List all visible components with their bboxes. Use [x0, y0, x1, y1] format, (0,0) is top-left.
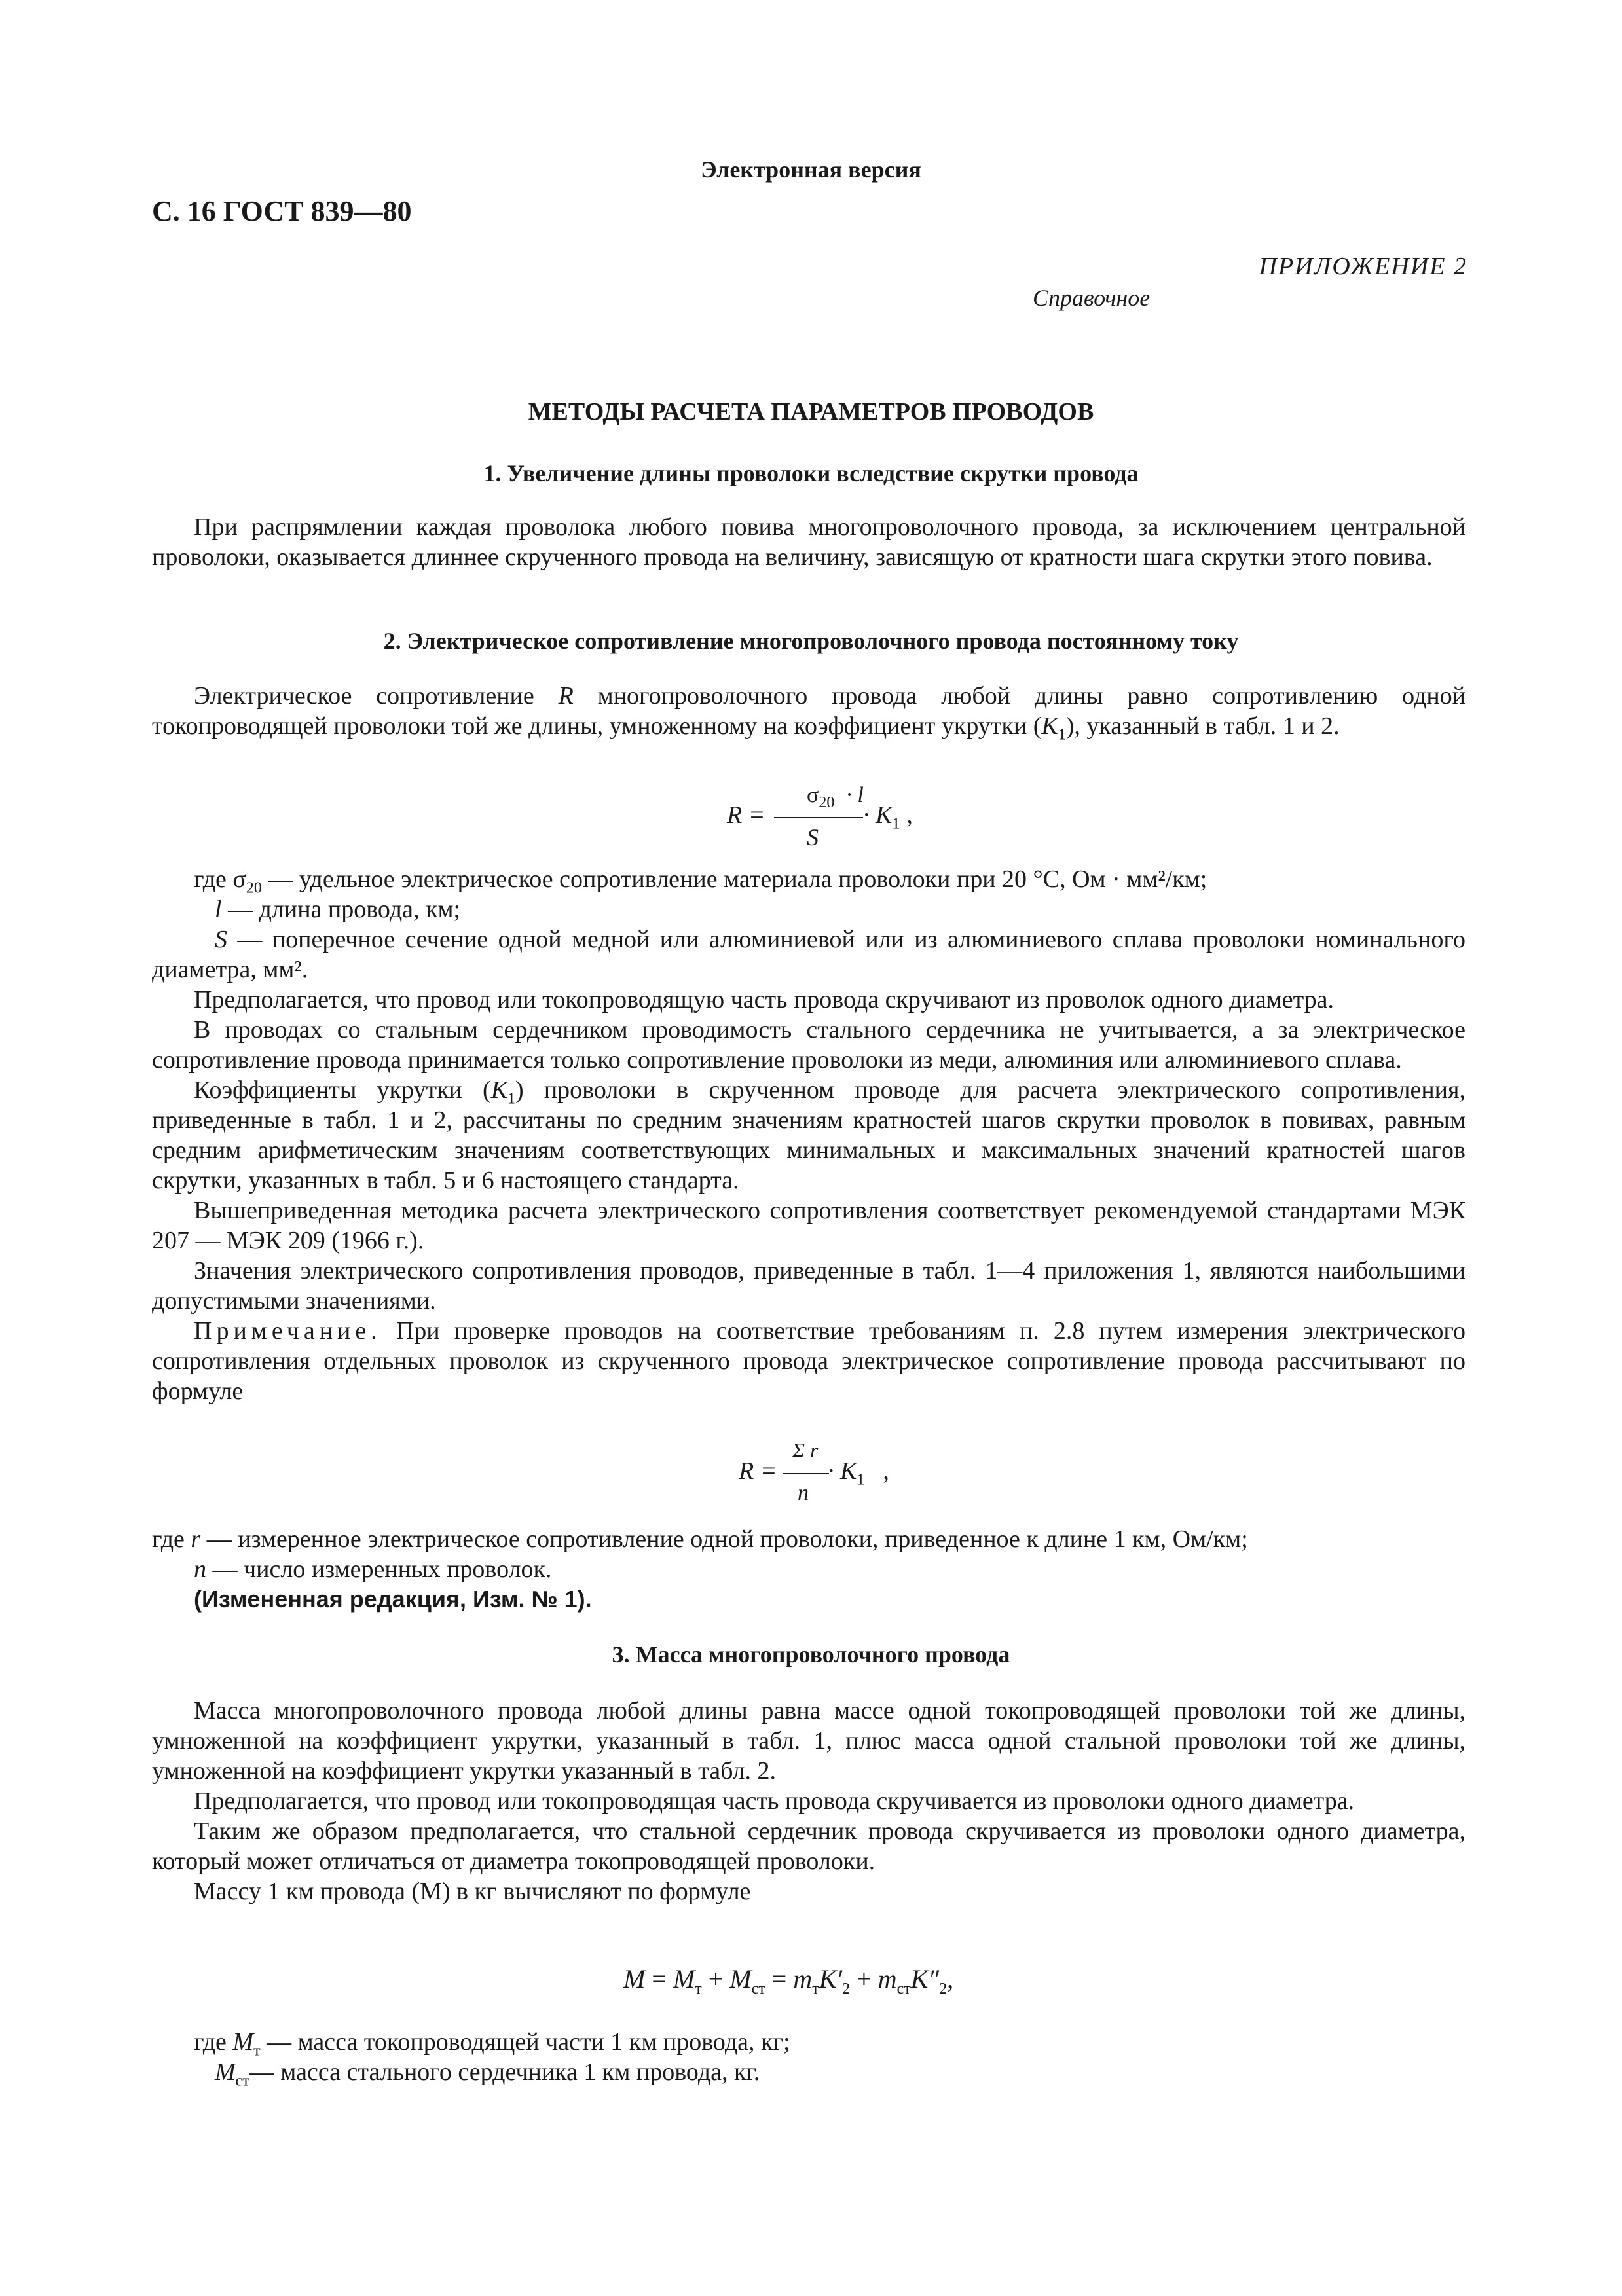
section-2-measured-definitions	[152, 1524, 1465, 1614]
section-2-intro	[152, 681, 1465, 744]
page-reference: С. 16 ГОСТ 839—80	[152, 195, 412, 227]
section-1-heading: 1. Увеличение длины проволоки вследствие скрутки провода	[483, 460, 1139, 486]
section-1-paragraph: При распрямлении каждая проволока любого повива многопроволочного провода, за исключением центральной проволоки, оказывается длиннее скрученного провода на величину, зависящую от кратности шага скрутки этого повива.	[152, 513, 1465, 571]
definition-s: S — поперечное сечение одной медной или алюминиевой или из алюминиевого сплава проволоки номинального диаметра, мм².	[152, 926, 1465, 983]
section-2-paragraph-2: В проводах со стальным сердечником проводимость стального сердечника не учитывается, а за электрическое сопротивление провода принимается только сопротивление проволоки из меди, алюминия или алюминиевого сплава.	[152, 1016, 1465, 1074]
appendix-type: Справочное	[1033, 285, 1151, 311]
definition-n: n — число измеренных проволок.	[194, 1556, 552, 1583]
section-3-paragraph-4: Массу 1 км провода (М) в кг вычисляют по формуле	[194, 1878, 751, 1905]
definition-sigma: где $\sigma_{20}$ — удельное электрическое сопротивление материала проволоки при 20 °C, Ом · мм²/км;	[194, 866, 1207, 897]
section-2-paragraph-1: Предполагается, что провод или токопроводящую часть провода скручивают из проволок одного диаметра.	[194, 986, 1335, 1013]
document-page: Электронная версия С. 16 ГОСТ 839—80 ПРИЛОЖЕНИЕ 2 Справочное МЕТОДЫ РАСЧЕТА ПАРАМЕТРОВ ПРОВОДОВ 1. Увеличение длины проволоки вследствие скрутки провода При распрямлении каждая проволока любого повива многопроволочного провода, за исключением центральной проволоки, оказывается длиннее скрученного провода на величину, зависящую от кратности шага скрутки этого повива. 2. Электрическое сопротивление многопроволочного провода постоянному току Электрическое сопротивление R многопроволочного провода любой длины равно сопротивлению одной токопроводящей проволоки той же длины, умноженному на коэффициент укрутки $(K_1)$, указанный в табл. 1 и 2. R = $\sigma_{20} \cdot l$ S · $K_1$ , где $\sigma_{20}$ — удельное электрическое сопротивление материала проволоки при 20 °C, Ом · мм²/км; l — длина провода, км; S — поперечное сечение одной медной или алюминиевой или из алюминиевого сплава проволоки номинального диаметра, мм². Предполагается, что провод или токопроводящую часть провода скручивают из проволок одного диаметра. В проводах со стальным сердечником проводимость стального сердечника не учитывается, а за электрическое сопротивление провода принимается только сопротивление проволоки из меди, алюминия или алюминиевого сплава. Коэффициенты укрутки $(K_1)$ проволоки в скрученном проводе для расчета электрического сопротивления, приведенные в табл. 1 и 2, рассчитаны по средним значениям кратностей шагов скрутки проволок в повивах, равным средним арифметическим значениям соответствующих минимальных и максимальных значений кратностей шагов скрутки, указанных в табл. 5 и 6 настоящего стандарта. Вышеприведенная методика расчета электрического сопротивления соответствует рекомендуемой стандартами МЭК 207 — МЭК 209 (1966 г.). Значения электрического сопротивления проводов, приведенные в табл. 1—4 приложения 1, являются наибольшими допустимыми значениями. Примечание. При проверке проводов на соответствие требованиям п. 2.8 путем измерения электрического сопротивления отдельных проволок из скрученного провода электрическое сопротивление провода рассчитывают по формуле R = Σ r n · $K_1$ , где r — измеренное электрическое сопротивление одной проволоки, приведенное к длине 1 км, Ом/км; n — число измеренных проволок. (Измененная редакция, Изм. № 1). 3. Масса многопроволочного провода Масса многопроволочного провода любой длины равна массе одной токопроводящей проволоки той же длины, умноженной на коэффициент укрутки, указанный в табл. 1, плюс масса одной стальной проволоки той же длины, умноженной на коэффициент укрутки указанный в табл. 2. Предполагается, что провод или токопроводящая часть провода скручивается из проволоки одного диаметра. Таким же образом предполагается, что стальной сердечник провода скручивается из проволоки одного диаметра, который может отличаться от диаметра токопроводящей проволоки. Массу 1 км провода (М) в кг вычисляют по формуле $M = M_т + M_{ст} = m_тK'_2 + m_{ст}K''_2$, где $M_т$ — масса токопроводящей части 1 км провода, кг; $M_{ст}—$ масса стального сердечника 1 км провода, кг.	[0, 0, 1622, 2296]
amendment-note: (Измененная редакция, Изм. № 1).	[194, 1586, 592, 1613]
definition-l: l — длина провода, км;	[215, 896, 461, 923]
section-2-heading: 2. Электрическое сопротивление многопроволочного провода постоянному току	[383, 628, 1239, 654]
section-3-paragraph-3: Таким же образом предполагается, что стальной сердечник провода скручивается из проволоки одного диаметра, который может отличаться от диаметра токопроводящей проволоки.	[152, 1817, 1465, 1875]
definition-mst: $M_{ст}—$ масса стального сердечника 1 км провода, кг.	[215, 2058, 760, 2090]
section-3-paragraph-2: Предполагается, что провод или токопроводящая часть провода скручивается из проволоки одного диаметра.	[194, 1787, 1355, 1815]
section-3-definitions	[152, 2027, 1465, 2090]
section-2-paragraph-5: Значения электрического сопротивления проводов, приведенные в табл. 1—4 приложения 1, являются наибольшими допустимыми значениями.	[152, 1257, 1465, 1315]
section-3-body	[152, 1696, 1465, 1906]
appendix-number: ПРИЛОЖЕНИЕ 2	[1259, 253, 1467, 280]
section-2-paragraph-4: Вышеприведенная методика расчета электрического сопротивления соответствует рекомендуемой стандартами МЭК 207 — МЭК 209 (1966 г.).	[152, 1197, 1465, 1254]
section-2-intro-paragraph: Электрическое сопротивление R многопроволочного провода любой длины равно сопротивлению одной токопроводящей проволоки той же длины, умноженному на коэффициент укрутки $(K_1)$, указанный в табл. 1 и 2.	[152, 682, 1465, 744]
section-3-heading: 3. Масса многопроволочного провода	[612, 1641, 1010, 1667]
formula-mass: $M = M_т + M_{ст} = m_тK'_2 + m_{ст}K''_2$,	[623, 1964, 954, 1997]
document-title: МЕТОДЫ РАСЧЕТА ПАРАМЕТРОВ ПРОВОДОВ	[528, 398, 1094, 426]
section-3-paragraph-1: Масса многопроволочного провода любой длины равна массе одной токопроводящей проволоки той же длины, умноженной на коэффициент укрутки, указанный в табл. 1, плюс масса одной стальной проволоки той же длины, умноженной на коэффициент укрутки указанный в табл. 2.	[152, 1697, 1465, 1785]
electronic-version-label: Электронная версия	[701, 156, 921, 183]
definition-r: где r — измеренное электрическое сопротивление одной проволоки, приведенное к длине 1 км, Ом/км;	[152, 1525, 1248, 1553]
section-2-note: Примечание. При проверке проводов на соответствие требованиям п. 2.8 путем измерения электрического сопротивления отдельных проволок из скрученного провода электрическое сопротивление провода рассчитывают по формуле	[152, 1317, 1465, 1405]
section-2-paragraph-3: Коэффициенты укрутки $(K_1)$ проволоки в скрученном проводе для расчета электрического сопротивления, приведенные в табл. 1 и 2, рассчитаны по средним значениям кратностей шагов скрутки проволок в повивах, равным средним арифметическим значениям соответствующих минимальных и максимальных значений кратностей шагов скрутки, указанных в табл. 5 и 6 настоящего стандарта.	[152, 1076, 1465, 1194]
definition-mt: где $M_т$ — масса токопроводящей части 1 км провода, кг;	[194, 2028, 790, 2060]
section-1-body	[152, 512, 1465, 572]
section-2-definitions	[152, 864, 1465, 1406]
